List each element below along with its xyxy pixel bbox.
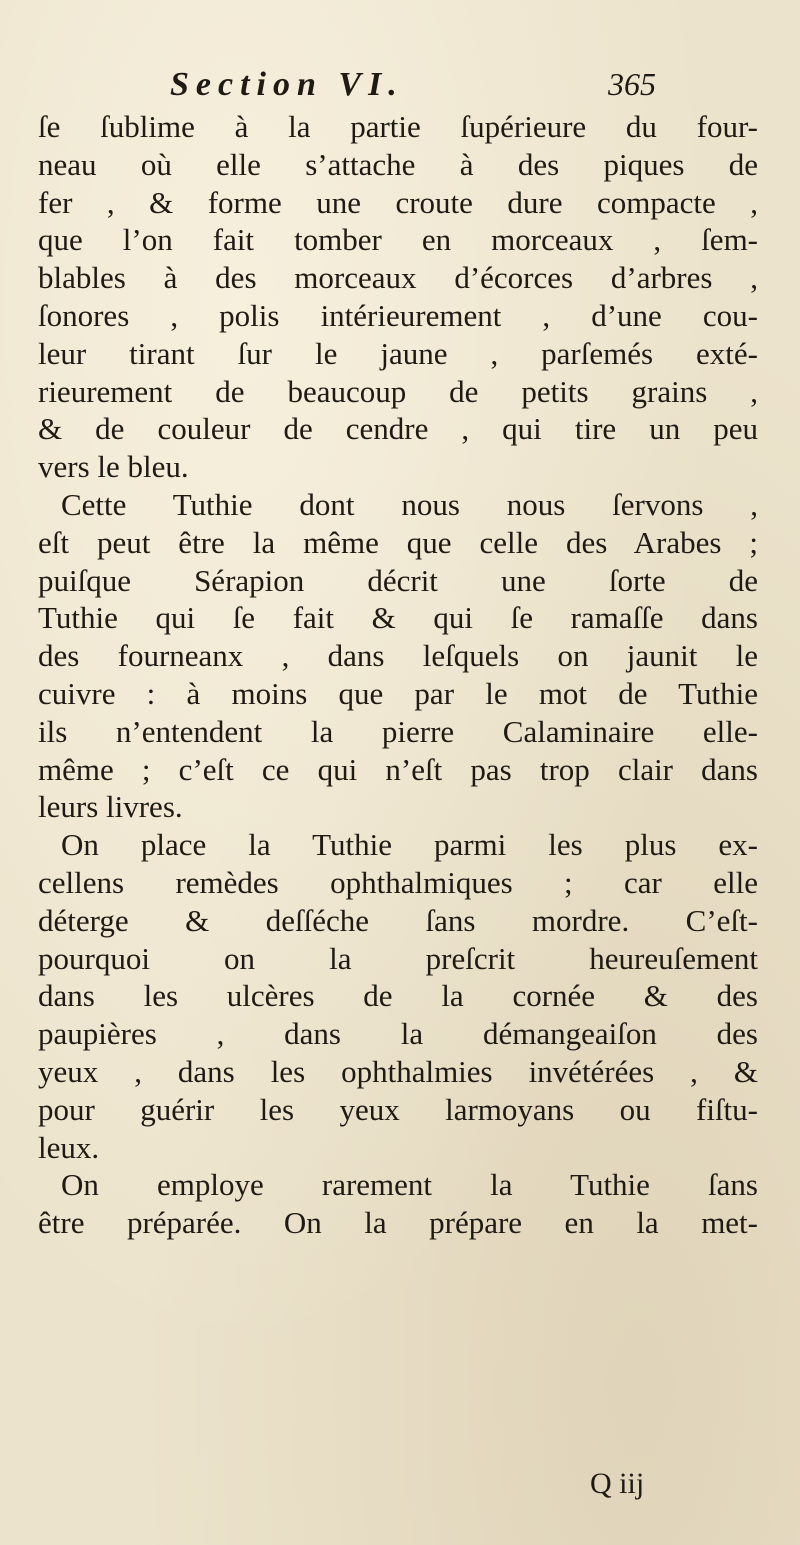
text-line: cellens remèdes ophthalmiques ; car elle — [38, 864, 758, 900]
text-line: leux. — [38, 1129, 100, 1165]
text-line: On place la Tuthie parmi les plus ex- — [61, 827, 758, 863]
text-line: rieurement de beaucoup de petits grains , — [38, 373, 758, 409]
signature-mark: Q iij — [590, 1467, 645, 1500]
text-line: leur tirant ſur le jaune , parſemés exté- — [38, 335, 758, 371]
text-line: paupières , dans la démangeaiſon des — [38, 1016, 758, 1052]
text-line: cuivre : à moins que par le mot de Tuthie — [38, 675, 758, 711]
text-line: ſe ſublime à la partie ſupérieure du four- — [38, 109, 758, 144]
text-line: On employe rarement la Tuthie ſans — [61, 1167, 758, 1203]
text-line: être préparée. On la prépare en la met- — [38, 1205, 758, 1241]
text-line: ils n’entendent la pierre Calaminaire elle- — [38, 713, 758, 749]
body-text — [38, 108, 758, 1242]
text-line: Cette Tuthie dont nous nous ſervons , — [61, 486, 758, 522]
running-head — [170, 66, 770, 110]
text-line: fer , & forme une croute dure compacte , — [38, 184, 758, 220]
text-line: que l’on fait tomber en morceaux , ſem- — [38, 222, 758, 258]
text-line: pour guérir les yeux larmoyans ou fiſtu- — [38, 1091, 758, 1127]
text-line: blables à des morceaux d’écorces d’arbres , — [38, 260, 758, 296]
text-line: dans les ulcères de la cornée & des — [38, 978, 758, 1014]
text-line: puiſque Sérapion décrit une ſorte de — [38, 562, 758, 598]
text-line: ſonores , polis intérieurement , d’une cou- — [38, 297, 758, 333]
text-line: eſt peut être la même que celle des Arabes ; — [38, 524, 758, 560]
text-line: Tuthie qui ſe fait & qui ſe ramaſſe dans — [38, 600, 758, 636]
page-number: 365 — [608, 66, 656, 102]
section-title: Section VI. — [170, 66, 404, 103]
text-line: même ; c’eſt ce qui n’eſt pas trop clair dans — [38, 751, 758, 787]
text-line: des fourneanx , dans leſquels on jaunit le — [38, 638, 758, 674]
text-line: déterge & deſſéche ſans mordre. C’eſt- — [38, 902, 758, 938]
text-line: neau où elle s’attache à des piques de — [38, 146, 758, 182]
text-line: yeux , dans les ophthalmies invétérées , & — [38, 1053, 758, 1089]
text-line: & de couleur de cendre , qui tire un peu — [38, 411, 758, 447]
text-line: vers le bleu. — [38, 449, 189, 485]
text-line: leurs livres. — [38, 789, 183, 825]
text-line: pourquoi on la preſcrit heureuſement — [38, 940, 758, 976]
